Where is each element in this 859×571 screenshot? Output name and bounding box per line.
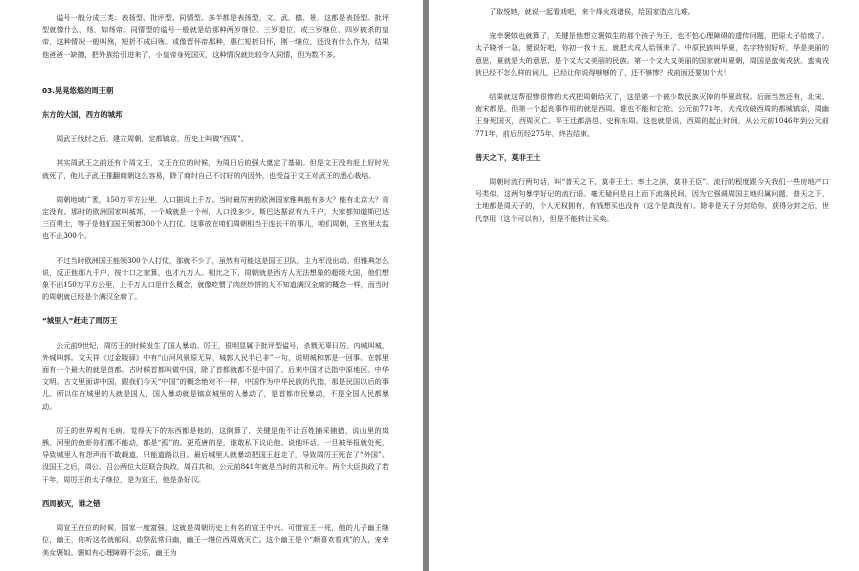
document-page-right — [429, 0, 859, 571]
paragraph: 谥号一般分成三类：表扬型、批评型、同情型。多半都是表扬型，文、武、德、景，这都是表扬型。批评型就像什么，炀，如炀帝。同情型的谥号一般就是给那种两岁继位、三岁退位，或三岁继位、四岁被杀的皇帝，这种情况一般叫殇，短折不成曰殇。或像晋怀帝那种，惠仁短折曰怀，刚一继位，还没有什么作为，结果他爸爸一缺德，把外族给引进来了，小皇帝身死国灭，这种情况就比较令人同情，但为数不多。 — [42, 13, 389, 59]
section-heading: 普天之下，莫非王土 — [475, 152, 541, 162]
paragraph: 周武王伐纣之后，建立周朝，定都镐京，历史上叫做“西周”。 — [56, 134, 248, 144]
paragraph: 周朝时流行两句话，叫“普天之下，莫非王土；率土之滨，莫非王臣”。流行的程度跟今天我们一些房地产口号类似，这两句暴学好记的流行语。毫无疑问是自上而下流落民间，因为它强调周国主地归属问题，普天之下，土地都是周天子的，个人无权拥有，有钱想买也没有（这个是真没有）。除非是天子分封给你，获得分封之后，世代享用（这个可以有），但是不能转让买卖。 — [475, 177, 829, 223]
chapter-heading: 03.晃晃悠悠的周王朝 — [42, 85, 114, 95]
paragraph: 周朝地域广袤，150万平方公里，人口据说上千万。当时最厉害的欧洲国家雅典能有多大？能有北京大？肯定没有。那时的欧洲国家叫城邦，一个城就是一个州，人口没多少。斯巴达据说有九千户，大家都知道斯巴达三百勇士，等于是他们国王领着300个人打仗。这事放在咱们周朝相当于连长干的事儿，咱们周朝，王宫里太监也不止300个。 — [42, 194, 389, 241]
section-heading: 东方的大国，西方的城邦 — [42, 110, 123, 120]
paragraph: 其实周武王之前还有个周文王，文王在位的时候，为周日后的强大奠定了基础。但是文王没有赶上好时光就死了，他儿子武王推翻商朝这么容易，除了商纣自己不讨好的内因外，也受益于文王对武王的悉心栽培。 — [42, 158, 389, 180]
paragraph: 不过当时欧洲国王能领300个人打仗，那就不少了，虽然有可能这是国王卫队，主力军没出动。但雅典怎么说，反正他那九千户，按十口之家算，也才九万人。相比之下，周朝就是西方人无法想象的超级大国，他们想象不出150万平方公里，上千万人口是什么概念，就像吃惯了肉丝炒饼的人不知道满汉全席的概念一样，而当时的周朝就已经是个满汉全席了。 — [42, 255, 389, 302]
paragraph: 厉王的世界观有毛病，觉得天下的东西都是他的，这倒算了，关键是他不让百姓捕采捕猎，说山里的岚熊、河里的鱼虾你们都不能动，都是“孤”的。更荒唐的是，谁敢私下议论他、说他坏话，一旦被举报就处死，导致城里人有怨声而不敢载道，只能道路以目。最后城里人就暴动把国王赶走了，导致周厉王死在了“外国”。没国王之后，周公、召公两位大臣联合执政，周召共和，公元前841年就是当时的共和元年。两个大臣执政了若干年，周厉王的太子继位，是为宣王，他是条好汉。 — [42, 425, 389, 484]
paragraph: 公元前9世纪，周厉王的时候发生了国人暴动。厉王，很明显属于批评型谥号，杀戮无辜曰厉。内城叫城，外城叫郭。文天祥《过金陵驿》中有“山河风景原无异，城郭人民半已非”一句，说明城和郭是一回事。在郭里面有一个最大的就是首都。古时候首都叫做中国，除了首都就都不是中国了。后来中国才泛指中原地区、中华文明。古文里面讲中国，跟我们今天“中国”的概念绝对不一样，中国作为中华民族的代指，那是民国以后的事儿。所以住在城里的人就是国人，国人暴动就是镐京城里的人暴动了，是首都市民暴动，不是全国人民都暴动。 — [42, 340, 389, 411]
paragraph: 宠幸褒姒也就算了，关键是他想立褒姒生的那个孩子为王，也不怕心理障碍的遗传问题，把原太子给废了。太子晓爷一急，便说好吧，你初一我十五，就把犬戎人给领来了。中原民族叫华夏，名字特别好听，华是美丽的意思，夏就是大的意思，是个又大又美丽的民族。第一个又大又美丽的国家就叫夏朝，周国是蛮夷戎狄。蛮夷戎狄已经不怎么样的词儿，已经让你说得够够的了，还不够惨？戎前面还要加个犬！ — [475, 31, 829, 77]
paragraph: 周宣王在位的时候，国家一度富强，这就是周朝历史上有名的宣王中兴。可惜宣王一死，他的儿子幽王继位，幽王，你听这名就郁闷，动祭乱常曰幽，幽王一继位西周就灭亡。这个幽王是个“颇喜欢看戏”的人，宠幸美女褒姒。褒姒有心理障碍不会乐，幽王为 — [42, 523, 389, 557]
paragraph: 结果就这帮很惨很惨的犬戎把周朝给灭了，这是第一个被少数民族灭掉的华夏政权。后面当然还有，北宋、南宋都是。但第一个起丧事作用的就是西周。谁也不能和它抢。公元前771年，犬戎攻破西周的都城镐京，周幽王身死国灭，西周灭亡。平王迁都洛邑，史称东周。这也就是说，西周的起止时间，从公元前1046年到公元前771年，前后历经275年，终告结束。 — [475, 92, 829, 138]
section-heading: 西周被灭，谁之错 — [42, 498, 101, 508]
section-heading: “城里人”赶走了周厉王 — [42, 316, 118, 326]
document-page-left — [0, 0, 423, 571]
paragraph: 了取悦她，就说一起看戏吧，来个烽火戏诸侯，给国家造点儿难。 — [489, 7, 695, 16]
